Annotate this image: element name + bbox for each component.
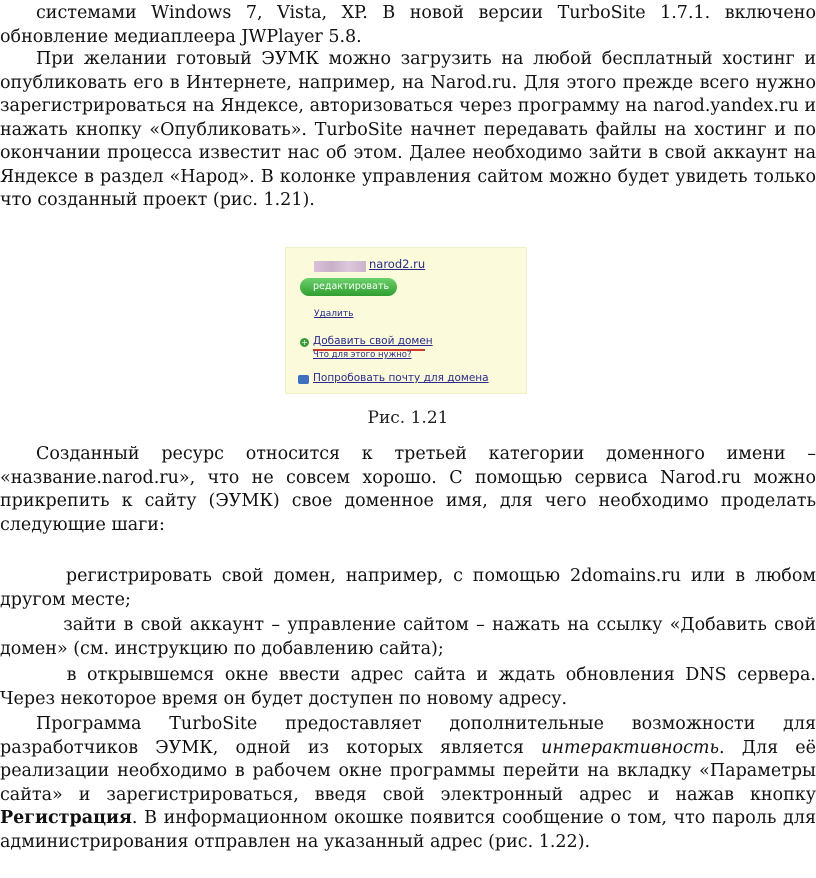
bullet-text: регистрировать свой домен, например, с помощью 2domains.ru или в любом другом месте; bbox=[0, 566, 816, 610]
registration-term: Регистрация bbox=[0, 808, 132, 828]
site-link: narod2.ru bbox=[369, 257, 426, 271]
paragraph-4-text-b: . Для её реализации необходимо в рабочем окне программы перейти на вкладку «Параметры сайта» и зарегистрироваться, введя свой электронный адрес и нажав кнопку bbox=[0, 737, 816, 805]
plus-icon: + bbox=[301, 338, 308, 347]
blurred-site-name bbox=[314, 261, 366, 272]
why-link: Что для этого нужно? bbox=[313, 350, 412, 360]
paragraph-2: При желании готовый ЭУМК можно загрузить на любой бесплатный хостинг и опубликовать его в Интернете, например, на Narod.ru. Для этого прежде всего нужно зарегистрироваться на Яндексе, авторизоваться через программу на narod.yandex.ru и нажать кнопку «Опубликовать». TurboSite начнет передавать файлы на хостинг и по окончании процесса известит нас об этом. Далее необходимо зайти в свой аккаунт на Яндексе в раздел «Народ». В колонке управления сайтом можно будет увидеть только что созданный проект (рис. 1.21). bbox=[0, 49, 816, 210]
mail-link: Попробовать почту для домена bbox=[313, 372, 489, 384]
figure-1-21 bbox=[285, 247, 527, 394]
emphasis-term: интерактивность bbox=[541, 737, 720, 758]
mail-icon bbox=[298, 375, 309, 384]
paragraph-4-text-c: . В информационном окошке появится сообщение о том, что пароль для администрирования отправлен на указанный адрес (рис. 1.22). bbox=[0, 808, 816, 852]
delete-link: Удалить bbox=[314, 309, 354, 319]
paragraph-4-text-a: Программа TurboSite предоставляет дополнительные возможности для разработчиков ЭУМК, одной из которых является bbox=[0, 714, 816, 758]
paragraph-1: системами Windows 7, Vista, XP. В новой версии TurboSite 1.7.1. включено обновление медиаплеера JWPlayer 5.8. bbox=[0, 3, 816, 47]
figure-caption: Рис. 1.21 bbox=[367, 408, 449, 428]
paragraph-4 bbox=[0, 713, 816, 854]
add-domain-link: Добавить свой домен bbox=[313, 335, 433, 347]
bullet-item-3 bbox=[0, 664, 816, 711]
bullet-text: в открывшемся окне ввести адрес сайта и ждать обновления DNS сервера. Через некоторое время он будет доступен по новому адресу. bbox=[0, 665, 816, 709]
bullet-item-2 bbox=[0, 614, 816, 661]
paragraph-3: Созданный ресурс относится к третьей категории доменного имени – «название.narod.ru», что не совсем хорошо. С помощью сервиса Narod.ru можно прикрепить к сайту (ЭУМК) свое доменное имя, для чего необходимо проделать следующие шаги: bbox=[0, 444, 816, 535]
bullet-text: зайти в свой аккаунт – управление сайтом – нажать на ссылку «Добавить свой домен» (см. инструкцию по добавлению сайта); bbox=[0, 615, 816, 659]
edit-button: редактировать bbox=[300, 278, 397, 296]
bullet-item-1 bbox=[0, 565, 816, 612]
